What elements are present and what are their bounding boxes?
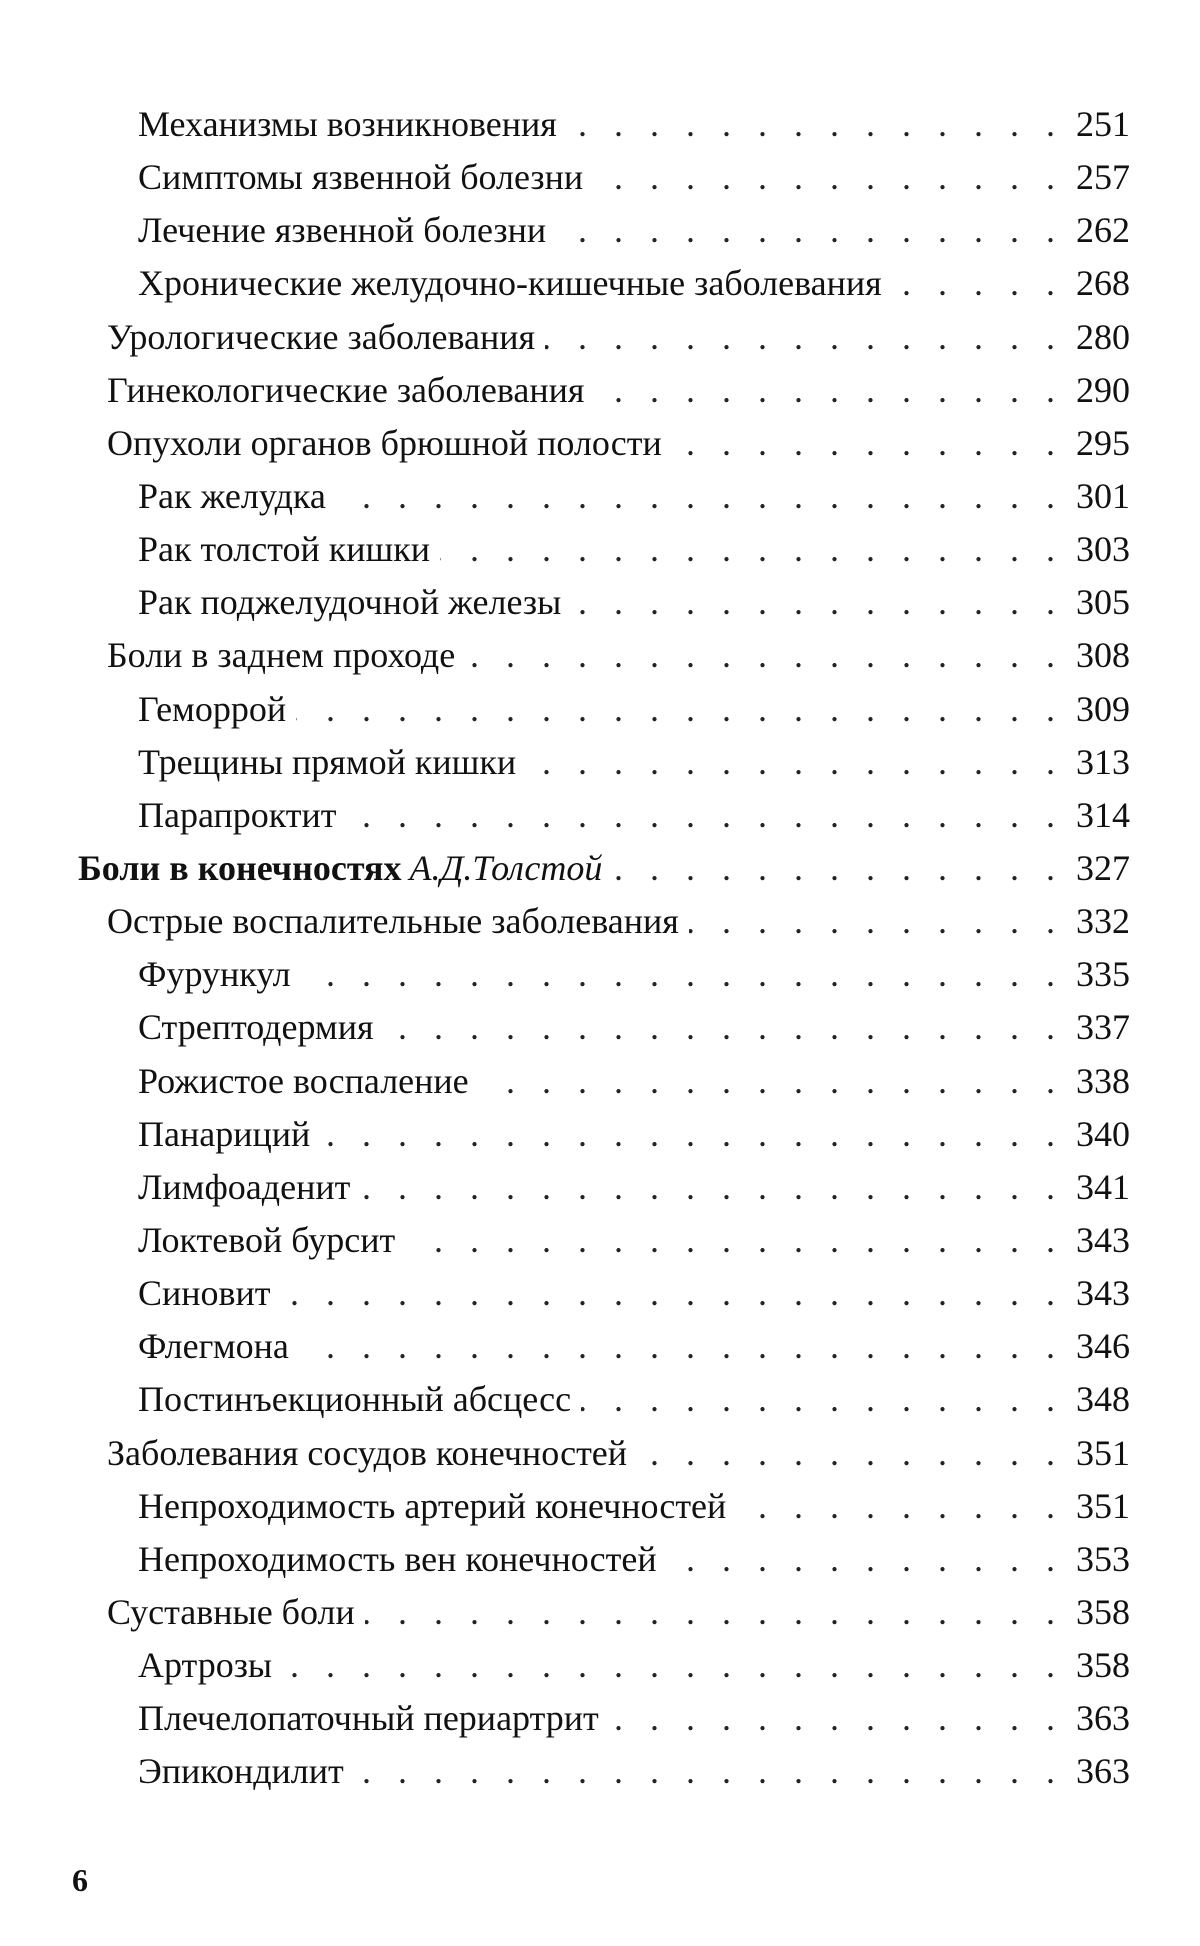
toc-entry bbox=[0, 1427, 1200, 1480]
toc-entry-line bbox=[138, 1108, 1130, 1161]
toc-entry-line bbox=[138, 257, 1130, 310]
toc-entry-line bbox=[138, 523, 1130, 576]
toc-entry-title: Рак толстой кишки bbox=[138, 529, 430, 570]
toc-entry bbox=[0, 204, 1200, 257]
toc-entry-title: Симптомы язвенной болезни bbox=[138, 157, 584, 198]
toc-leader-dots bbox=[672, 417, 1064, 470]
toc-entry-title: Артрозы bbox=[138, 1645, 273, 1686]
toc-entry-line bbox=[138, 1639, 1130, 1692]
toc-page-number: 295 bbox=[1076, 422, 1130, 463]
toc-entry-title: Стрептодермия bbox=[138, 1007, 374, 1048]
toc-leader-dots bbox=[479, 1055, 1064, 1108]
toc-page-number: 335 bbox=[1076, 954, 1130, 995]
toc-entry-line bbox=[107, 364, 1130, 417]
toc-entry bbox=[0, 470, 1200, 523]
toc-entry bbox=[0, 151, 1200, 204]
toc-entry-line bbox=[138, 1055, 1130, 1108]
toc-page-number: 363 bbox=[1076, 1751, 1130, 1792]
toc-leader-dots bbox=[296, 683, 1064, 736]
toc-entry-line bbox=[138, 736, 1130, 789]
toc-page-number: 305 bbox=[1076, 582, 1130, 623]
toc-entry-title: Рак желудка bbox=[138, 475, 326, 516]
toc-leader-dots bbox=[347, 789, 1065, 842]
toc-entry-title: Панариций bbox=[138, 1113, 311, 1154]
toc-leader-dots bbox=[440, 523, 1064, 576]
toc-page-number: 353 bbox=[1076, 1538, 1130, 1579]
toc-entry bbox=[0, 1320, 1200, 1373]
toc-entry-title: Суставные боли bbox=[107, 1591, 355, 1632]
toc-leader-dots bbox=[405, 1214, 1064, 1267]
toc-entry bbox=[0, 364, 1200, 417]
toc-leader-dots bbox=[360, 1161, 1064, 1214]
toc-page-number: 351 bbox=[1076, 1485, 1130, 1526]
toc-entry-line bbox=[138, 683, 1130, 736]
toc-page-number: 343 bbox=[1076, 1219, 1130, 1260]
toc-page-number: 308 bbox=[1076, 635, 1130, 676]
toc-entry-title: Боли в заднем проходе bbox=[107, 635, 456, 676]
toc-entry bbox=[0, 1533, 1200, 1586]
toc-page-number: 301 bbox=[1076, 475, 1130, 516]
toc-page-number: 268 bbox=[1076, 263, 1130, 304]
toc-entry-line bbox=[138, 204, 1130, 257]
toc-entry-line bbox=[138, 1214, 1130, 1267]
toc-entry-line bbox=[138, 151, 1130, 204]
toc-page-number: 358 bbox=[1076, 1591, 1130, 1632]
toc-entry-line bbox=[138, 1373, 1130, 1426]
toc-entry-line bbox=[107, 629, 1130, 682]
toc-entry-title: Механизмы возникновения bbox=[138, 104, 557, 144]
toc-leader-dots bbox=[365, 1586, 1064, 1639]
toc-entry-line bbox=[138, 789, 1130, 842]
toc-entry bbox=[0, 1108, 1200, 1161]
toc-page-number: 363 bbox=[1076, 1698, 1130, 1739]
toc-leader-dots bbox=[689, 895, 1064, 948]
toc-entry-line bbox=[107, 895, 1130, 948]
toc-leader-dots bbox=[593, 151, 1064, 204]
toc-entry-title: Рожистое воспаление bbox=[138, 1060, 469, 1101]
toc-entry bbox=[0, 1586, 1200, 1639]
toc-leader-dots bbox=[320, 1108, 1064, 1161]
toc-entry-title: Лечение язвенной болезни bbox=[138, 210, 547, 251]
toc-entry-title: Хронические желудочно-кишечные заболевания bbox=[138, 263, 882, 304]
toc-entry-line bbox=[138, 948, 1130, 1001]
toc-entry-line bbox=[138, 1480, 1130, 1533]
toc-leader-dots bbox=[667, 1533, 1064, 1586]
toc-leader-dots bbox=[281, 1267, 1064, 1320]
toc-entry-title: Рак поджелудочной железы bbox=[138, 582, 562, 623]
toc-entry bbox=[0, 948, 1200, 1001]
toc-page-number: 327 bbox=[1076, 847, 1130, 888]
toc-entry-line bbox=[138, 1692, 1130, 1745]
toc-entry bbox=[0, 257, 1200, 310]
toc-entry-line bbox=[138, 98, 1130, 151]
toc-entry bbox=[0, 1745, 1200, 1798]
toc-entry bbox=[0, 683, 1200, 736]
toc-page-number: 257 bbox=[1076, 157, 1130, 198]
toc-entry-title: Опухоли органов брюшной полости bbox=[107, 422, 662, 463]
toc-entry-line bbox=[107, 1586, 1130, 1639]
toc-entry bbox=[0, 576, 1200, 629]
toc-page-number: 251 bbox=[1076, 104, 1130, 144]
toc-entry bbox=[0, 736, 1200, 789]
toc-page-number: 358 bbox=[1076, 1645, 1130, 1686]
toc-page-number: 309 bbox=[1076, 688, 1130, 729]
toc-page-number: 340 bbox=[1076, 1113, 1130, 1154]
toc-leader-dots bbox=[336, 470, 1064, 523]
toc-entry-title: Синовит bbox=[138, 1273, 271, 1314]
toc-page-number: 313 bbox=[1076, 741, 1130, 782]
toc-entry-title: Фурункул bbox=[138, 954, 291, 995]
toc-entry-line bbox=[138, 470, 1130, 523]
toc-entry bbox=[0, 1161, 1200, 1214]
toc-entry-line bbox=[107, 417, 1130, 470]
toc-entry-title: Флегмона bbox=[138, 1326, 289, 1367]
toc-entry-line bbox=[138, 1320, 1130, 1373]
toc-chapter-title: Боли в конечностях bbox=[78, 847, 402, 888]
toc-entry-title: Заболевания сосудов конечностей bbox=[107, 1432, 628, 1473]
toc-entry-line bbox=[138, 576, 1130, 629]
toc-entry bbox=[0, 1639, 1200, 1692]
toc-leader-dots bbox=[594, 364, 1064, 417]
toc-leader-dots bbox=[581, 1373, 1064, 1426]
toc-entry bbox=[0, 1373, 1200, 1426]
toc-entry bbox=[0, 523, 1200, 576]
toc-entry bbox=[0, 895, 1200, 948]
toc-entry-title: Урологические заболевания bbox=[107, 316, 536, 357]
toc-leader-dots bbox=[892, 257, 1064, 310]
toc-entry-line bbox=[107, 311, 1130, 364]
toc-page-number: 348 bbox=[1076, 1379, 1130, 1420]
toc-leader-dots bbox=[526, 736, 1064, 789]
toc-entry-title: Лимфоаденит bbox=[138, 1166, 351, 1207]
toc-entry bbox=[0, 789, 1200, 842]
toc-leader-dots bbox=[301, 948, 1064, 1001]
toc-page-number: 338 bbox=[1076, 1060, 1130, 1101]
toc-page-number: 337 bbox=[1076, 1007, 1130, 1048]
page-number: 6 bbox=[72, 1862, 88, 1898]
toc-leader-dots bbox=[545, 311, 1064, 364]
toc-entry-title: Непроходимость артерий конечностей bbox=[138, 1485, 727, 1526]
toc-entry-title: Эпикондилит bbox=[138, 1751, 344, 1792]
toc-entry bbox=[0, 1055, 1200, 1108]
toc-entry bbox=[0, 629, 1200, 682]
toc-leader-dots bbox=[299, 1320, 1064, 1373]
toc-page-number: 314 bbox=[1076, 794, 1130, 835]
toc-leader-dots bbox=[612, 842, 1064, 895]
toc-leader-dots bbox=[637, 1427, 1064, 1480]
toc-entry-line bbox=[138, 1267, 1130, 1320]
toc-page-number: 262 bbox=[1076, 210, 1130, 251]
toc-page-number: 290 bbox=[1076, 369, 1130, 410]
toc-entry bbox=[0, 311, 1200, 364]
toc-entry-title: Парапроктит bbox=[138, 794, 337, 835]
toc-page-number: 280 bbox=[1076, 316, 1130, 357]
toc-page-number: 343 bbox=[1076, 1273, 1130, 1314]
toc-entry bbox=[0, 842, 1200, 895]
toc-entry-line bbox=[107, 1427, 1130, 1480]
toc-entry-title: Плечелопаточный периартрит bbox=[138, 1698, 599, 1739]
toc-page-number: 346 bbox=[1076, 1326, 1130, 1367]
toc-entry bbox=[0, 1267, 1200, 1320]
toc-entry-title: Локтевой бурсит bbox=[138, 1219, 396, 1260]
toc-leader-dots bbox=[556, 204, 1064, 257]
toc-entry bbox=[0, 98, 1200, 151]
toc-leader-dots bbox=[736, 1480, 1064, 1533]
toc-leader-dots bbox=[571, 576, 1064, 629]
toc-entry-line bbox=[138, 1533, 1130, 1586]
toc-page-number: 351 bbox=[1076, 1432, 1130, 1473]
toc-leader-dots bbox=[567, 98, 1064, 151]
toc-entry-title: Постинъекционный абсцесс bbox=[138, 1379, 572, 1420]
toc-leader-dots bbox=[354, 1745, 1064, 1798]
toc-entry bbox=[0, 1001, 1200, 1054]
toc-entry-title: Острые воспалительные заболевания bbox=[107, 901, 679, 942]
toc-entry bbox=[0, 417, 1200, 470]
toc-entry-title: Трещины прямой кишки bbox=[138, 741, 517, 782]
toc-entry bbox=[0, 1480, 1200, 1533]
toc-entry-line bbox=[138, 1161, 1130, 1214]
toc-page-number: 303 bbox=[1076, 529, 1130, 570]
toc-leader-dots bbox=[609, 1692, 1064, 1745]
toc-leader-dots bbox=[282, 1639, 1064, 1692]
toc-page-number: 341 bbox=[1076, 1166, 1130, 1207]
toc-entry-title: Геморрой bbox=[138, 688, 287, 729]
toc-entry-title: Непроходимость вен конечностей bbox=[138, 1538, 657, 1579]
toc-page-number: 332 bbox=[1076, 901, 1130, 942]
toc-entry-line bbox=[78, 842, 1130, 895]
toc-leader-dots bbox=[384, 1001, 1064, 1054]
toc-leader-dots bbox=[465, 629, 1064, 682]
toc-entry-title: Гинекологические заболевания bbox=[107, 369, 585, 410]
toc-entry bbox=[0, 1214, 1200, 1267]
toc-entry-line bbox=[138, 1745, 1130, 1798]
toc-entry-line bbox=[138, 1001, 1130, 1054]
table-of-contents bbox=[0, 98, 1200, 1799]
toc-chapter-author: А.Д.Толстой bbox=[409, 847, 603, 888]
toc-entry bbox=[0, 1692, 1200, 1745]
